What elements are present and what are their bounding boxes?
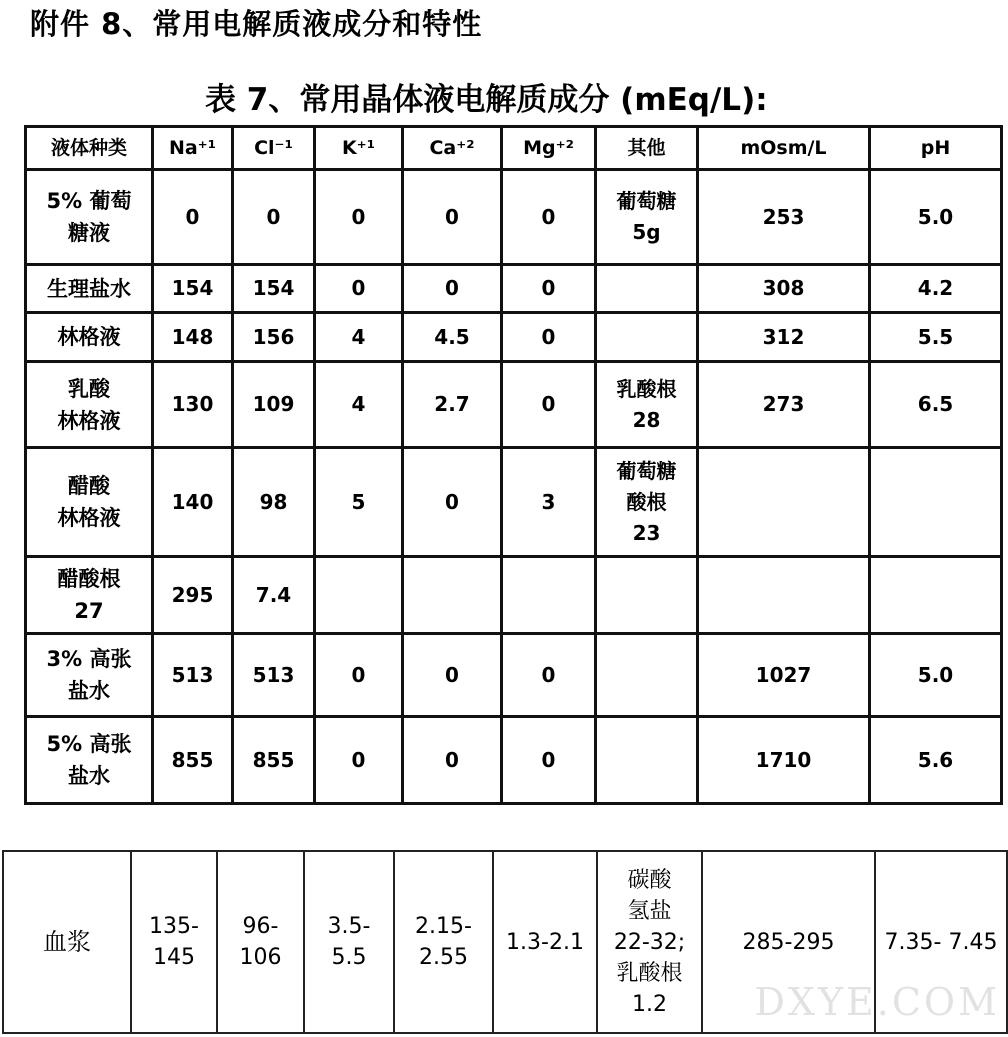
cell-line: 生理盐水 bbox=[47, 276, 131, 301]
cell-line: 23 bbox=[632, 520, 661, 545]
cell-ph: 5.0 bbox=[870, 634, 1002, 717]
cell-line: 96- bbox=[242, 914, 279, 939]
cell-mg: 0 bbox=[502, 717, 596, 804]
cell-k: 0 bbox=[315, 265, 403, 313]
table-caption: 表 7、常用晶体液电解质成分 (mEq/L): bbox=[205, 82, 768, 118]
cell-line: 28 bbox=[632, 407, 661, 432]
watermark: DXYE.COM bbox=[754, 980, 1000, 1024]
cell-other bbox=[596, 265, 698, 313]
cell-line: 盐水 bbox=[68, 679, 110, 703]
cell-mg: 0 bbox=[502, 170, 596, 265]
cell-name bbox=[26, 170, 153, 265]
cell-line: 5% 葡萄 bbox=[46, 189, 132, 213]
cell-line: 5.5 bbox=[331, 945, 367, 970]
table-row bbox=[26, 170, 1002, 265]
cell-ph: 5.0 bbox=[870, 170, 1002, 265]
header-mg: Mg⁺² bbox=[502, 127, 596, 170]
header-liquid-type: 液体种类 bbox=[26, 127, 153, 170]
table-row bbox=[26, 448, 1002, 557]
cell-line: 5% 高张 bbox=[46, 732, 132, 756]
cell-line: 2.55 bbox=[419, 945, 468, 970]
cell-line: 135- bbox=[149, 914, 199, 939]
cell-line: 2.15- bbox=[415, 914, 472, 939]
cell-line: 106 bbox=[239, 945, 282, 970]
plasma-cl-cell bbox=[217, 851, 304, 1033]
cell-line: 盐水 bbox=[68, 764, 110, 788]
cell-cl: 98 bbox=[233, 448, 315, 557]
cell-ph bbox=[870, 557, 1002, 634]
cell-line: 糖液 bbox=[68, 221, 110, 245]
header-cl: Cl⁻¹ bbox=[233, 127, 315, 170]
cell-na: 148 bbox=[153, 313, 233, 362]
cell-line: 林格液 bbox=[57, 325, 121, 349]
cell-osm bbox=[698, 557, 870, 634]
cell-line: 葡萄糖 bbox=[616, 189, 677, 213]
table-row bbox=[26, 717, 1002, 804]
cell-na: 154 bbox=[153, 265, 233, 313]
cell-line: 氢盐 bbox=[627, 898, 672, 924]
cell-name bbox=[26, 448, 153, 557]
cell-ca: 4.5 bbox=[403, 313, 502, 362]
header-na: Na⁺¹ bbox=[153, 127, 233, 170]
cell-cl: 109 bbox=[233, 362, 315, 448]
header-mosm: mOsm/L bbox=[698, 127, 870, 170]
cell-ca: 0 bbox=[403, 717, 502, 804]
plasma-na-cell bbox=[131, 851, 217, 1033]
cell-ca: 2.7 bbox=[403, 362, 502, 448]
cell-na: 513 bbox=[153, 634, 233, 717]
cell-mg: 0 bbox=[502, 265, 596, 313]
cell-line: 1.3-2.1 bbox=[506, 929, 584, 955]
cell-other bbox=[596, 557, 698, 634]
plasma-other-cell bbox=[597, 851, 702, 1033]
cell-osm: 1710 bbox=[698, 717, 870, 804]
cell-na: 130 bbox=[153, 362, 233, 448]
cell-line: 27 bbox=[74, 599, 104, 623]
cell-mg: 0 bbox=[502, 313, 596, 362]
cell-ph: 6.5 bbox=[870, 362, 1002, 448]
cell-name bbox=[26, 634, 153, 717]
cell-ph bbox=[870, 448, 1002, 557]
cell-other bbox=[596, 313, 698, 362]
header-k: K⁺¹ bbox=[315, 127, 403, 170]
cell-name bbox=[26, 557, 153, 634]
cell-line: 乳酸 bbox=[68, 376, 110, 401]
cell-name bbox=[26, 717, 153, 804]
cell-line: 145 bbox=[153, 945, 195, 970]
cell-line: 碳酸 bbox=[627, 867, 672, 893]
cell-other bbox=[596, 717, 698, 804]
cell-line: 285-295 bbox=[742, 929, 835, 955]
cell-osm: 273 bbox=[698, 362, 870, 448]
cell-ca: 0 bbox=[403, 634, 502, 717]
cell-line: 林格液 bbox=[57, 506, 121, 530]
cell-cl: 156 bbox=[233, 313, 315, 362]
cell-k: 0 bbox=[315, 717, 403, 804]
cell-line: 22-32; bbox=[613, 929, 686, 955]
cell-line: 3% 高张 bbox=[46, 647, 132, 671]
cell-line: 7.35- 7.45 bbox=[884, 929, 998, 955]
header-other: 其他 bbox=[596, 127, 698, 170]
cell-cl: 154 bbox=[233, 265, 315, 313]
cell-name bbox=[26, 362, 153, 448]
table-row bbox=[26, 265, 1002, 313]
header-row bbox=[26, 127, 1002, 170]
cell-other bbox=[596, 634, 698, 717]
cell-other bbox=[596, 170, 698, 265]
cell-na: 0 bbox=[153, 170, 233, 265]
cell-line: 醋酸 bbox=[68, 474, 110, 498]
cell-osm bbox=[698, 448, 870, 557]
cell-ph: 4.2 bbox=[870, 265, 1002, 313]
cell-osm: 253 bbox=[698, 170, 870, 265]
cell-mg: 0 bbox=[502, 362, 596, 448]
cell-cl: 0 bbox=[233, 170, 315, 265]
cell-line: 3.5- bbox=[327, 914, 371, 939]
cell-ph: 5.6 bbox=[870, 717, 1002, 804]
cell-k: 4 bbox=[315, 313, 403, 362]
cell-k: 5 bbox=[315, 448, 403, 557]
cell-mg bbox=[502, 557, 596, 634]
cell-osm: 1027 bbox=[698, 634, 870, 717]
cell-ca: 0 bbox=[403, 448, 502, 557]
cell-mg: 3 bbox=[502, 448, 596, 557]
cell-line: 乳酸根 bbox=[616, 960, 683, 986]
cell-na: 855 bbox=[153, 717, 233, 804]
cell-ca bbox=[403, 557, 502, 634]
cell-line: 林格液 bbox=[57, 408, 121, 433]
cell-cl: 855 bbox=[233, 717, 315, 804]
page-heading: 附件 8、常用电解质液成分和特性 bbox=[30, 7, 483, 41]
header-ca: Ca⁺² bbox=[403, 127, 502, 170]
table-row bbox=[26, 313, 1002, 362]
electrolyte-table bbox=[24, 125, 1003, 805]
plasma-ca-cell bbox=[394, 851, 493, 1033]
cell-na: 140 bbox=[153, 448, 233, 557]
cell-line: 5g bbox=[632, 220, 661, 244]
cell-cl: 7.4 bbox=[233, 557, 315, 634]
cell-name bbox=[26, 313, 153, 362]
cell-name bbox=[26, 265, 153, 313]
cell-line: 醋酸根 bbox=[57, 567, 121, 591]
cell-osm: 312 bbox=[698, 313, 870, 362]
cell-ph: 5.5 bbox=[870, 313, 1002, 362]
cell-line: 葡萄糖 bbox=[616, 458, 677, 483]
cell-cl: 513 bbox=[233, 634, 315, 717]
cell-k: 0 bbox=[315, 170, 403, 265]
cell-other bbox=[596, 362, 698, 448]
cell-line: 酸根 bbox=[626, 489, 667, 514]
plasma-k-cell bbox=[304, 851, 394, 1033]
cell-ca: 0 bbox=[403, 265, 502, 313]
cell-osm: 308 bbox=[698, 265, 870, 313]
cell-mg: 0 bbox=[502, 634, 596, 717]
cell-na: 295 bbox=[153, 557, 233, 634]
plasma-mg-cell bbox=[493, 851, 597, 1033]
cell-line: 1.2 bbox=[632, 991, 667, 1017]
cell-k bbox=[315, 557, 403, 634]
table-row bbox=[26, 634, 1002, 717]
header-ph: pH bbox=[870, 127, 1002, 170]
cell-k: 0 bbox=[315, 634, 403, 717]
cell-line: 乳酸根 bbox=[616, 376, 677, 401]
cell-other bbox=[596, 448, 698, 557]
plasma-name-cell: 血浆 bbox=[3, 851, 131, 1033]
cell-k: 4 bbox=[315, 362, 403, 448]
table-row bbox=[26, 557, 1002, 634]
cell-ca: 0 bbox=[403, 170, 502, 265]
table-row bbox=[26, 362, 1002, 448]
